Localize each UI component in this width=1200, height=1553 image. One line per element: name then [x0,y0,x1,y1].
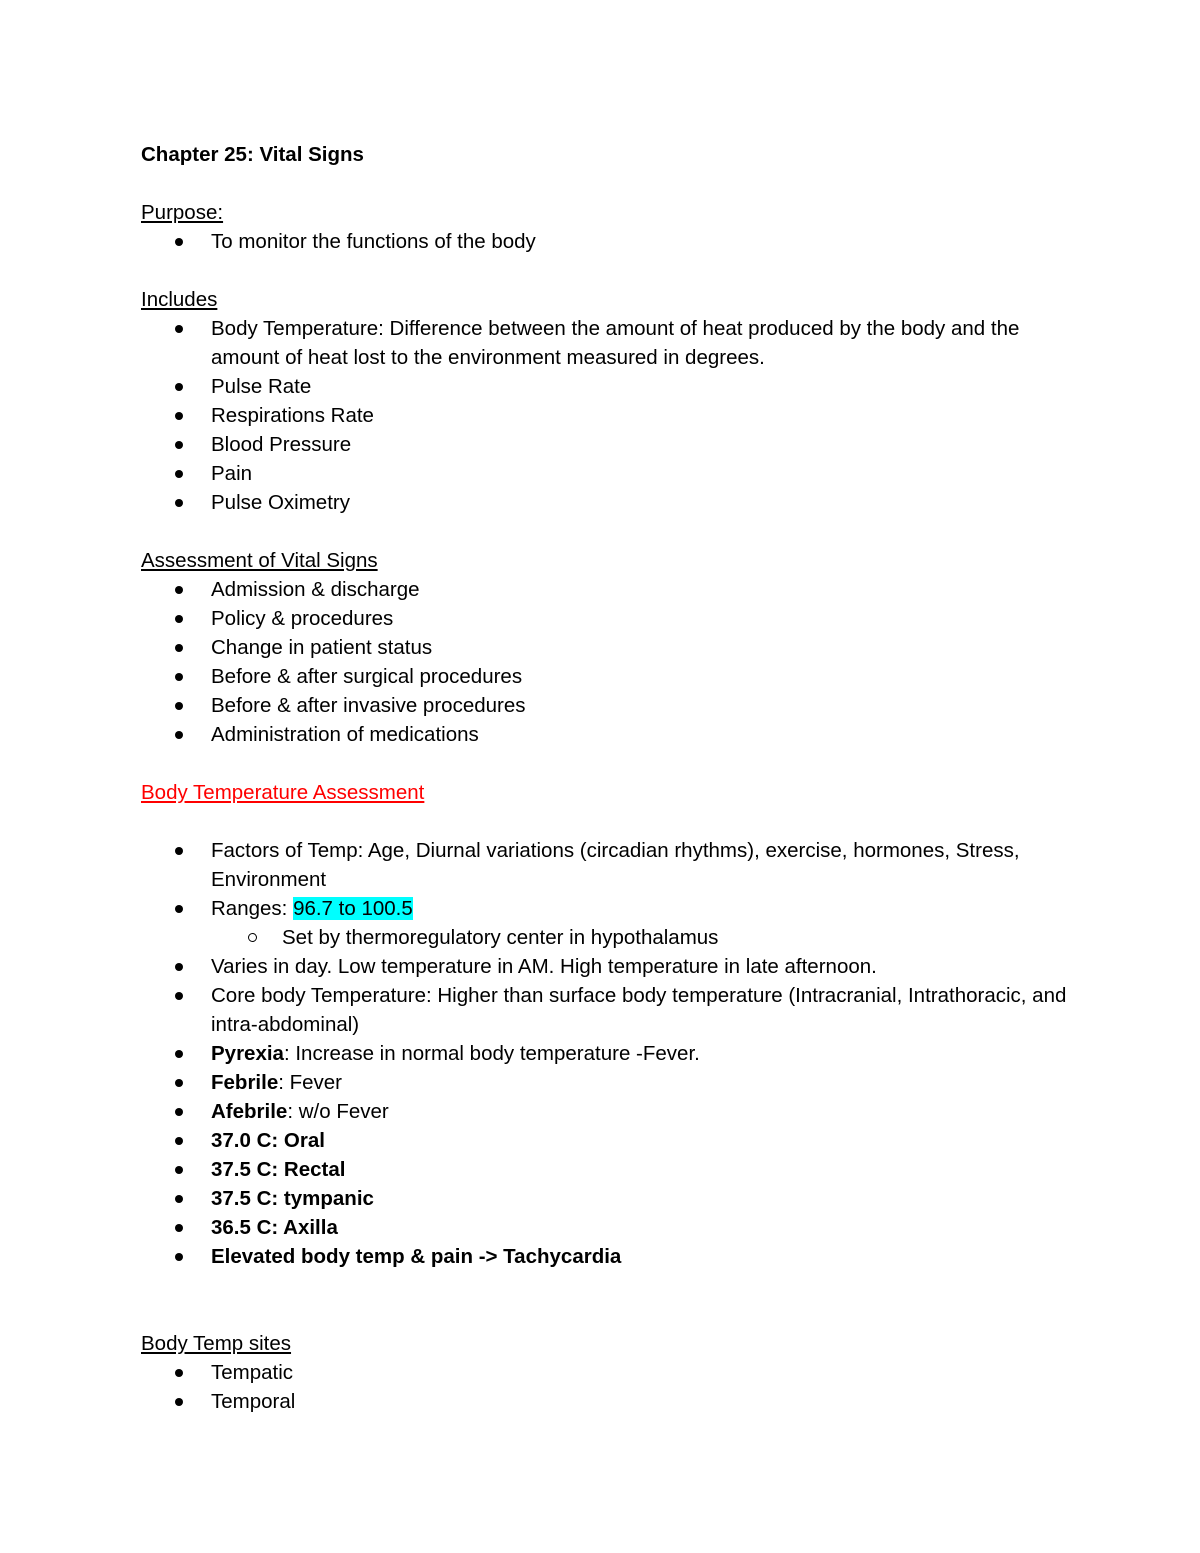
assessment-heading: Assessment of Vital Signs [141,549,378,572]
list-item: 36.5 C: Axilla [141,1213,1071,1242]
list-item: Before & after invasive procedures [141,691,1071,720]
list-item [141,1039,1071,1068]
list-item: Factors of Temp: Age, Diurnal variations (circadian rhythms), exercise, hormones, Stress, Environment [141,836,1071,894]
purpose-list [141,227,1071,256]
list-item: Administration of medications [141,720,1071,749]
list-item: Varies in day. Low temperature in AM. High temperature in late afternoon. [141,952,1071,981]
definition: : Increase in normal body temperature -Fever. [283,1042,700,1065]
term: Febrile [211,1071,279,1094]
ranges-label: Ranges: [211,897,294,920]
term: Afebrile [211,1100,288,1123]
list-item [141,894,1071,952]
list-item: 37.5 C: tympanic [141,1184,1071,1213]
list-item [141,1068,1071,1097]
list-item [141,1097,1071,1126]
list-item: 37.5 C: Rectal [141,1155,1071,1184]
list-item: Pain [141,459,1071,488]
list-item: To monitor the functions of the body [141,227,1071,256]
list-item: Temporal [141,1387,1071,1416]
list-item: Change in patient status [141,633,1071,662]
ranges-sublist [211,923,1071,952]
list-item: Blood Pressure [141,430,1071,459]
list-item: 37.0 C: Oral [141,1126,1071,1155]
includes-list [141,314,1071,517]
ranges-value-highlight: 96.7 to 100.5 [293,897,413,920]
assessment-list [141,575,1071,749]
list-item: Pulse Oximetry [141,488,1071,517]
sub-list-item: Set by thermoregulatory center in hypothalamus [141,923,1071,952]
page-title: Chapter 25: Vital Signs [141,143,364,166]
list-item: Policy & procedures [141,604,1071,633]
list-item: Respirations Rate [141,401,1071,430]
purpose-heading: Purpose: [141,201,224,224]
definition: : w/o Fever [287,1100,389,1123]
definition: : Fever [278,1071,343,1094]
list-item: Tempatic [141,1358,1071,1387]
list-item: Core body Temperature: Higher than surface body temperature (Intracranial, Intrathoracic, and intra-abdominal) [141,981,1071,1039]
sites-list [141,1358,1071,1416]
body-temp-heading: Body Temperature Assessment [141,781,425,804]
list-item: Pulse Rate [141,372,1071,401]
document-page [141,140,1071,1416]
includes-heading: Includes [141,288,218,311]
list-item: Elevated body temp & pain -> Tachycardia [141,1242,1071,1271]
body-temp-list [141,836,1071,1271]
list-item: Admission & discharge [141,575,1071,604]
term: Pyrexia [211,1042,284,1065]
list-item: Body Temperature: Difference between the amount of heat produced by the body and the amount of heat lost to the environment measured in degrees. [141,314,1071,372]
list-item: Before & after surgical procedures [141,662,1071,691]
sites-heading: Body Temp sites [141,1332,292,1355]
